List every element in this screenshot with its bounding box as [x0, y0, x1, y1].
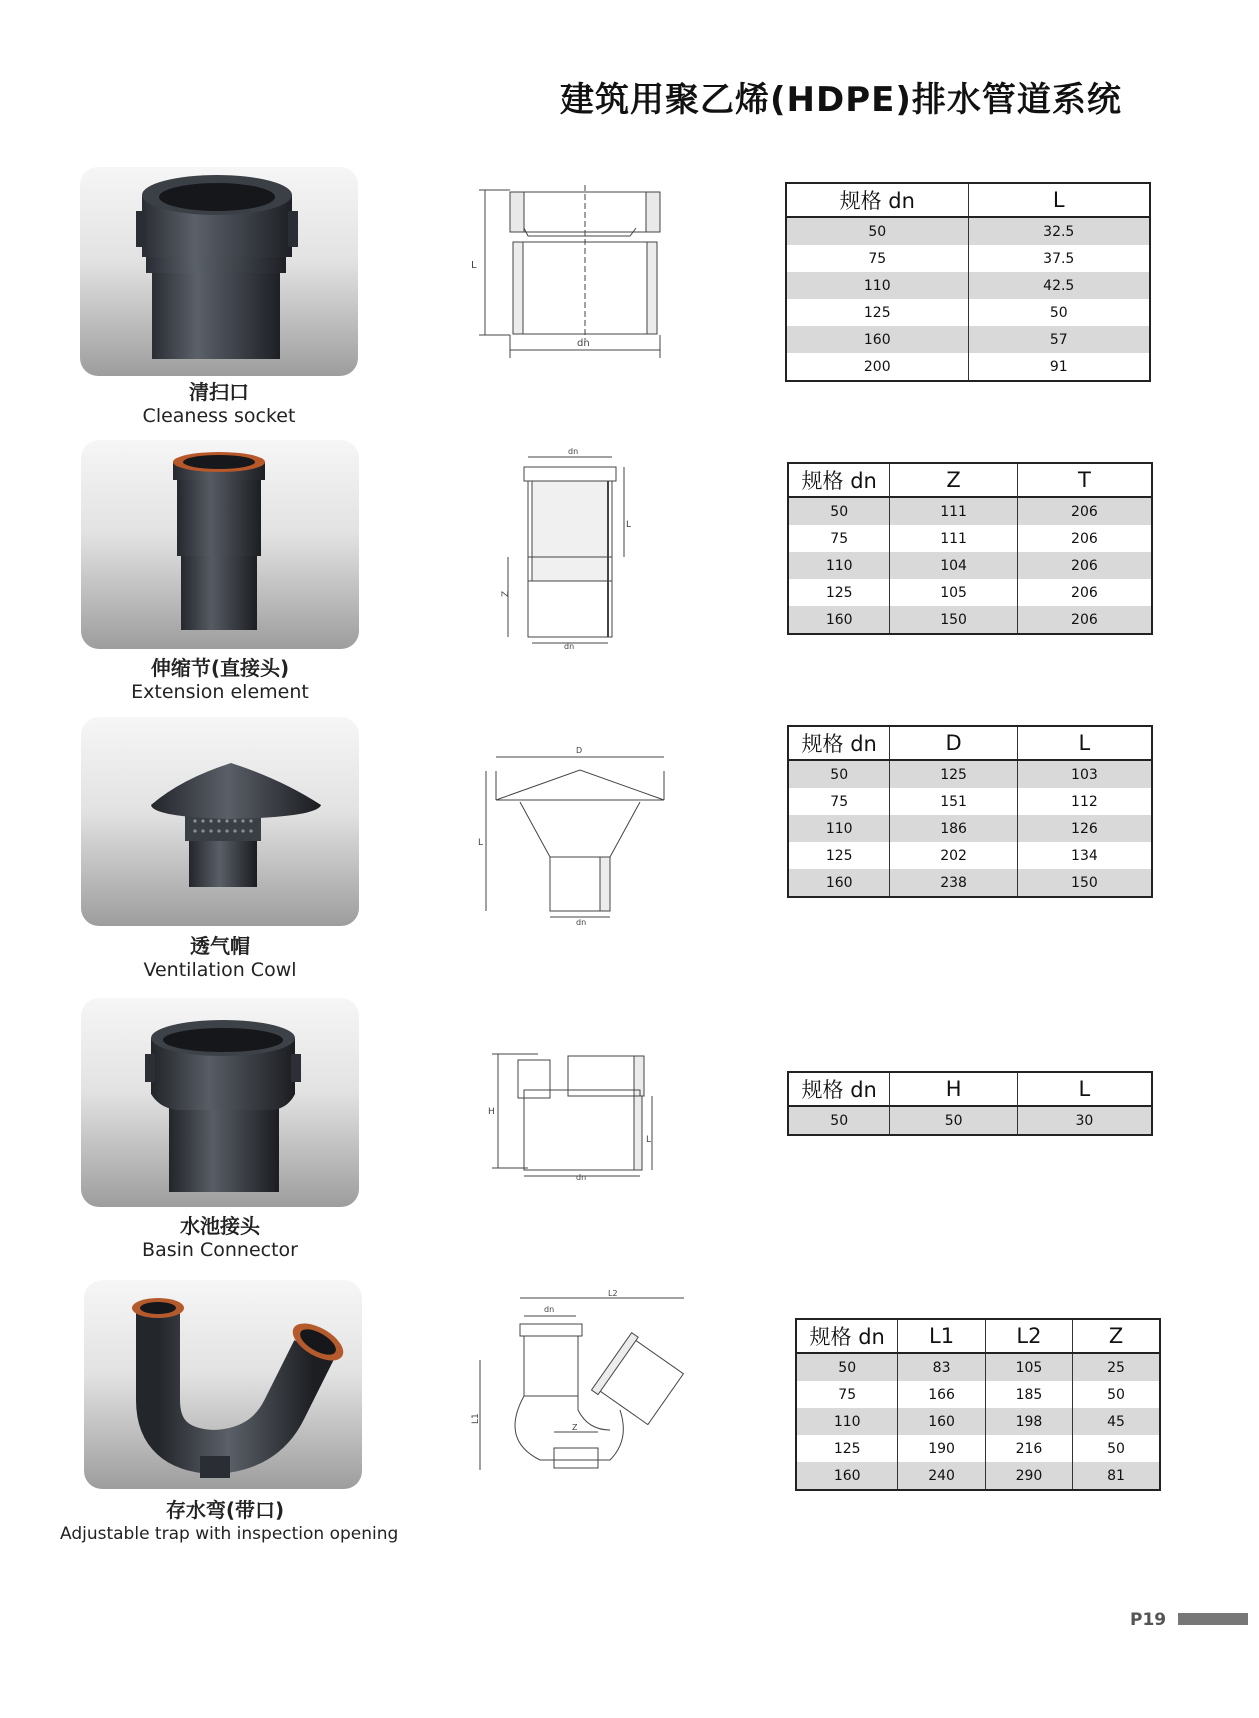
table-row: 50 111 206 — [788, 497, 1152, 525]
table-row: 50 125 103 — [788, 760, 1152, 788]
dim-label-dn: dn — [576, 918, 587, 927]
dim-label-l2: L2 — [608, 1289, 618, 1298]
dim-label-d: D — [576, 746, 583, 755]
dim-label-l: L — [471, 260, 477, 271]
product-name-cn: 存水弯(带口) — [165, 1498, 285, 1522]
product-name-cn: 透气帽 — [190, 934, 250, 958]
product-name-cn: 水池接头 — [180, 1214, 260, 1238]
spec-table-extension-element — [787, 462, 1153, 635]
table-row: 125 202 134 — [788, 842, 1152, 869]
dim-label-h: H — [488, 1107, 495, 1117]
technical-drawing-adjustable-trap — [470, 1290, 700, 1480]
table-header: 规格 dn — [786, 183, 968, 217]
table-header: L — [1017, 726, 1152, 760]
page-number: P19 — [1130, 1610, 1167, 1630]
table-header: H — [890, 1072, 1017, 1106]
table-header: 规格 dn — [788, 463, 890, 497]
table-row: 75 166 185 50 — [796, 1381, 1160, 1408]
technical-drawing-extension-element — [500, 445, 650, 650]
table-row: 160 57 — [786, 326, 1150, 353]
table-row: 125 105 206 — [788, 579, 1152, 606]
table-row: 110 160 198 45 — [796, 1408, 1160, 1435]
table-row: 75 111 206 — [788, 525, 1152, 552]
table-header: L — [1017, 1072, 1152, 1106]
table-header: 规格 dn — [788, 726, 890, 760]
table-row: 125 50 — [786, 299, 1150, 326]
spec-table-cleaness-socket — [785, 182, 1151, 382]
table-header: D — [890, 726, 1017, 760]
product-name-en: Adjustable trap with inspection opening — [60, 1524, 399, 1544]
table-header: 规格 dn — [796, 1319, 898, 1353]
dim-label-dn-bottom: dn — [564, 642, 575, 651]
spec-table-basin-connector — [787, 1071, 1153, 1136]
product-photo-extension-element — [81, 440, 359, 649]
dim-label-dn: dn — [568, 447, 579, 456]
dim-label-z: Z — [572, 1423, 578, 1432]
product-photo-adjustable-trap — [84, 1280, 362, 1489]
table-row: 75 37.5 — [786, 245, 1150, 272]
table-header: 规格 dn — [788, 1072, 890, 1106]
spec-table-adjustable-trap — [795, 1318, 1161, 1491]
table-row: 110 104 206 — [788, 552, 1152, 579]
table-row: 200 91 — [786, 353, 1150, 381]
product-photo-basin-connector — [81, 998, 359, 1207]
product-photo-cleaness-socket — [80, 167, 358, 376]
technical-drawing-ventilation-cowl — [480, 745, 680, 925]
dim-label-l: L — [478, 838, 484, 848]
spec-table-ventilation-cowl — [787, 725, 1153, 898]
product-name-en: Basin Connector — [142, 1239, 298, 1261]
product-name-cn: 伸缩节(直接头) — [150, 656, 290, 680]
technical-drawing-cleaness-socket — [465, 180, 695, 380]
dim-label-z: Z — [501, 590, 511, 597]
dim-label-dn: dn — [544, 1305, 555, 1314]
table-row: 50 50 30 — [788, 1106, 1152, 1135]
table-row: 160 238 150 — [788, 869, 1152, 897]
product-name-en: Ventilation Cowl — [143, 959, 297, 981]
page-number-bar — [1178, 1613, 1248, 1625]
dim-label-l1: L1 — [471, 1413, 481, 1424]
table-header: L1 — [898, 1319, 985, 1353]
table-row: 50 32.5 — [786, 217, 1150, 245]
table-row: 125 190 216 50 — [796, 1435, 1160, 1462]
technical-drawing-basin-connector — [488, 1050, 658, 1180]
table-header: Z — [890, 463, 1017, 497]
product-name-en: Extension element — [131, 681, 309, 703]
table-header: T — [1017, 463, 1152, 497]
dim-label-dn: dn — [577, 338, 590, 349]
table-header: L2 — [985, 1319, 1072, 1353]
product-name-cn: 清扫口 — [189, 380, 249, 404]
dim-label-l: L — [626, 520, 632, 530]
product-photo-ventilation-cowl — [81, 717, 359, 926]
dim-label-dn: dn — [576, 1173, 587, 1182]
table-row: 110 42.5 — [786, 272, 1150, 299]
table-row: 160 150 206 — [788, 606, 1152, 634]
table-row: 160 240 290 81 — [796, 1462, 1160, 1490]
table-row: 50 83 105 25 — [796, 1353, 1160, 1381]
table-header: L — [968, 183, 1150, 217]
table-row: 110 186 126 — [788, 815, 1152, 842]
dim-label-l: L — [646, 1135, 652, 1145]
product-name-en: Cleaness socket — [142, 405, 296, 427]
table-header: Z — [1073, 1319, 1160, 1353]
page-title: 建筑用聚乙烯(HDPE)排水管道系统 — [560, 80, 1122, 120]
table-row: 75 151 112 — [788, 788, 1152, 815]
